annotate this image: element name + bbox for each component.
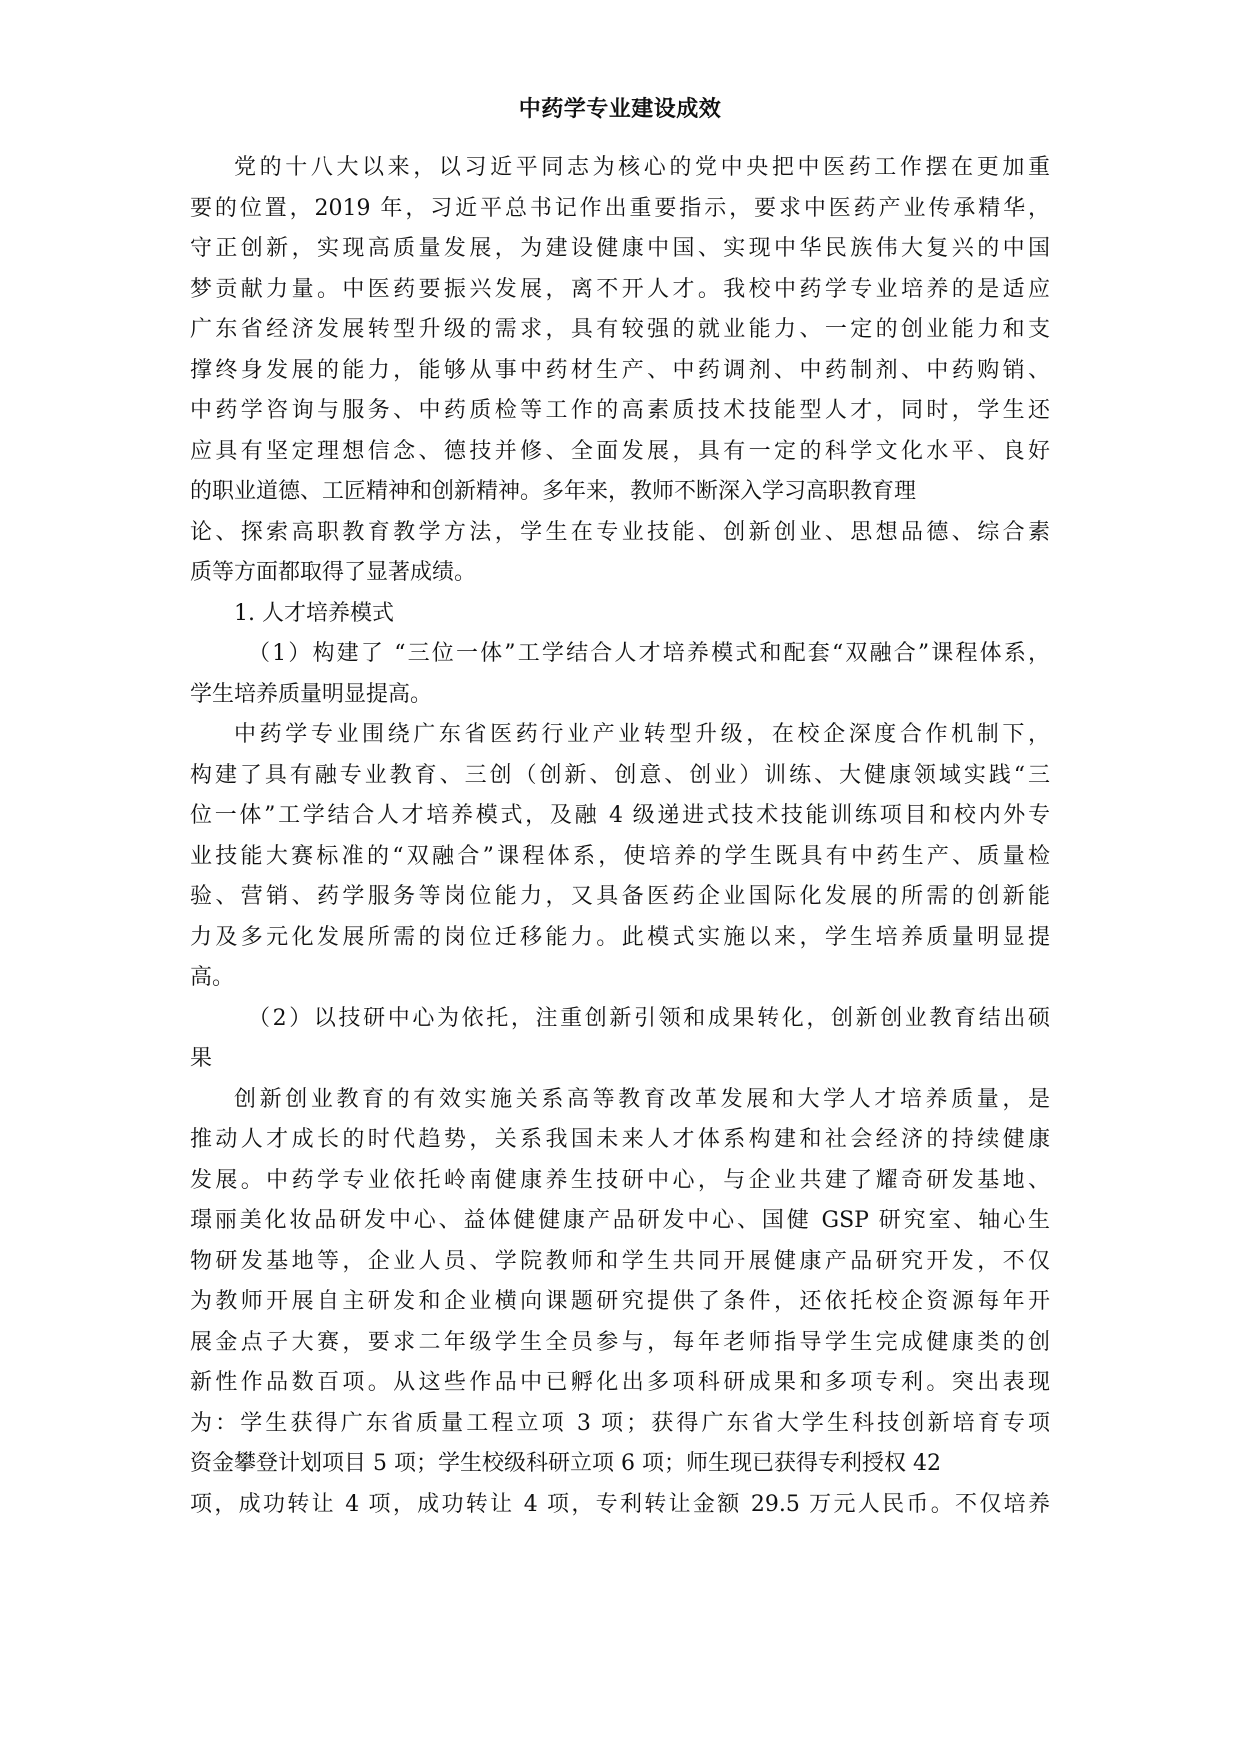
document-page bbox=[190, 90, 1050, 1525]
document-title: 中药学专业建设成效 bbox=[518, 97, 722, 122]
paragraph-intro bbox=[190, 148, 1050, 594]
paragraph-line: 应具有坚定理想信念、德技并修、全面发展，具有一定的科学文化水平、良好 bbox=[190, 438, 1050, 464]
subsection-heading-2 bbox=[190, 999, 1050, 1080]
paragraph-line: 物研发基地等，企业人员、学院教师和学生共同开展健康产品研究开发，不仅 bbox=[190, 1248, 1050, 1274]
paragraph-line: 力及多元化发展所需的岗位迁移能力。此模式实施以来，学生培养质量明显提 bbox=[190, 924, 1050, 950]
section-heading: 1. 人才培养模式 bbox=[234, 600, 394, 626]
subsection-heading-1 bbox=[190, 634, 1050, 715]
paragraph-line: 创新创业教育的有效实施关系高等教育改革发展和大学人才培养质量，是 bbox=[234, 1086, 1050, 1112]
paragraph-line: 构建了具有融专业教育、三创（创新、创意、创业）训练、大健康领域实践“三 bbox=[190, 762, 1050, 788]
paragraph-line: 位一体”工学结合人才培养模式，及融 4 级递进式技术技能训练项目和校内外专 bbox=[190, 803, 1050, 828]
paragraph-line: 验、营销、药学服务等岗位能力，又具备医药企业国际化发展的所需的创新能 bbox=[190, 884, 1050, 909]
section-heading-1 bbox=[190, 594, 1050, 635]
paragraph-line: 守正创新，实现高质量发展，为建设健康中国、实现中华民族伟大复兴的中国 bbox=[190, 236, 1050, 261]
paragraph-line: 资金攀登计划项目 5 项；学生校级科研立项 6 项；师生现已获得专利授权 42 bbox=[190, 1451, 941, 1476]
paragraph-line: 项，成功转让 4 项，成功转让 4 项，专利转让金额 29.5 万元人民币。不仅培养 bbox=[190, 1491, 1050, 1517]
paragraph-line: 广东省经济发展转型升级的需求，具有较强的就业能力、一定的创业能力和支 bbox=[190, 317, 1050, 342]
paragraph-line: 业技能大赛标准的“双融合”课程体系，使培养的学生既具有中药生产、质量检 bbox=[190, 843, 1050, 869]
paragraph-line: 论、探索高职教育教学方法，学生在专业技能、创新创业、思想品德、综合素 bbox=[190, 519, 1050, 545]
paragraph-line: 党的十八大以来，以习近平同志为核心的党中央把中医药工作摆在更加重 bbox=[234, 155, 1050, 180]
paragraph-line: 的职业道德、工匠精神和创新精神。多年来，教师不断深入学习高职教育理 bbox=[190, 479, 917, 504]
paragraph-line: 撑终身发展的能力，能够从事中药材生产、中药调剂、中药制剂、中药购销、 bbox=[190, 357, 1050, 383]
subsection-heading-line: （1）构建了 “三位一体”工学结合人才培养模式和配套“双融合”课程体系， bbox=[248, 641, 1050, 666]
subsection-heading-line: （2）以技研中心为依托，注重创新引领和成果转化，创新创业教育结出硕 bbox=[248, 1005, 1050, 1031]
paragraph-training-model bbox=[190, 715, 1050, 999]
paragraph-line: 展金点子大赛，要求二年级学生全员参与，每年老师指导学生完成健康类的创 bbox=[190, 1329, 1050, 1355]
paragraph-line: 梦贡献力量。中医药要振兴发展，离不开人才。我校中药学专业培养的是适应 bbox=[190, 276, 1050, 302]
paragraph-innovation bbox=[190, 1080, 1050, 1526]
paragraph-line: 发展。中药学专业依托岭南健康养生技研中心，与企业共建了耀奇研发基地、 bbox=[190, 1167, 1050, 1193]
subsection-heading-line: 学生培养质量明显提高。 bbox=[190, 681, 433, 707]
paragraph-line: 为：学生获得广东省质量工程立项 3 项；获得广东省大学生科技创新培育专项 bbox=[190, 1410, 1050, 1436]
paragraph-line: 为教师开展自主研发和企业横向课题研究提供了条件，还依托校企资源每年开 bbox=[190, 1289, 1050, 1314]
paragraph-line: 推动人才成长的时代趋势，关系我国未来人才体系构建和社会经济的持续健康 bbox=[190, 1127, 1050, 1152]
paragraph-line: 中药学专业围绕广东省医药行业产业转型升级，在校企深度合作机制下， bbox=[234, 722, 1050, 747]
paragraph-line: 新性作品数百项。从这些作品中已孵化出多项科研成果和多项专利。突出表现 bbox=[190, 1370, 1050, 1395]
paragraph-line: 要的位置，2019 年，习近平总书记作出重要指示，要求中医药产业传承精华， bbox=[190, 195, 1050, 221]
subsection-heading-line: 果 bbox=[190, 1046, 213, 1071]
paragraph-line: 高。 bbox=[190, 965, 235, 990]
paragraph-line: 中药学咨询与服务、中药质检等工作的高素质技术技能型人才，同时，学生还 bbox=[190, 398, 1050, 423]
paragraph-line: 璟丽美化妆品研发中心、益体健健康产品研发中心、国健 GSP 研究室、轴心生 bbox=[190, 1208, 1050, 1233]
paragraph-line: 质等方面都取得了显著成绩。 bbox=[190, 560, 477, 585]
